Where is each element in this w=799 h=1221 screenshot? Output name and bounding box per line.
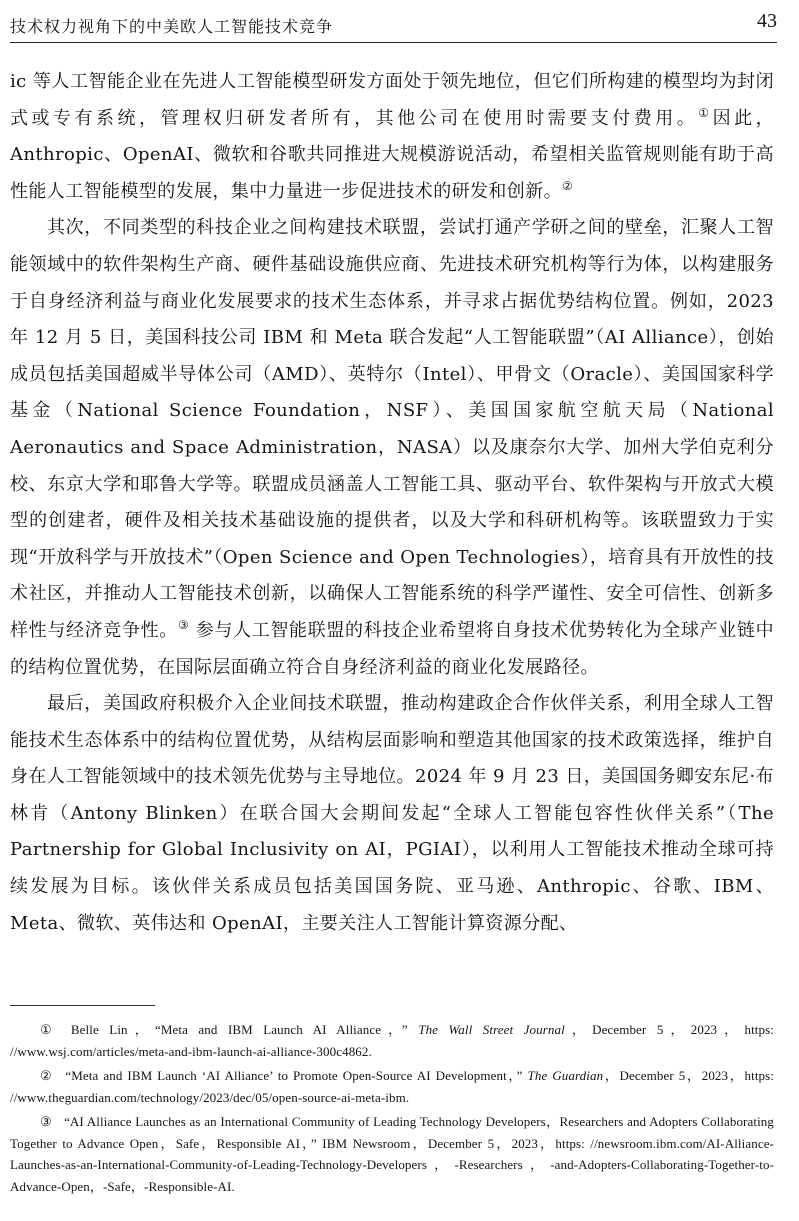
journal-title: The Guardian — [527, 1068, 604, 1083]
footnote-ref-3[interactable]: ③ — [177, 617, 190, 632]
journal-title: The Wall Street Journal — [418, 1022, 565, 1037]
running-title: 技术权力视角下的中美欧人工智能技术竞争 — [10, 17, 334, 36]
footnote-number: ③ — [40, 1114, 53, 1129]
paragraph-text: 因此，Anthropic、OpenAI、微软和谷歌共同推进大规模游说活动，希望相关监管规则能有助于高性能人工智能模型的发展，集中力量进一步促进技术的研发和创新。 — [10, 107, 774, 202]
paragraph-tech-alliance — [10, 210, 774, 686]
footnote-divider — [10, 1005, 155, 1006]
page-header — [10, 8, 777, 43]
footnote-1: ① Belle Lin，“Meta and IBM Launch AI Alliance，” The Wall Street Journal，December 5，2023，https: //www.wsj.com/articles/meta-and-ibm-launch-ai-alliance-300c4862. — [10, 1022, 774, 1059]
paragraph-continuation — [10, 64, 774, 210]
body-text — [10, 64, 774, 942]
paragraph-text: 最后，美国政府积极介入企业间技术联盟，推动构建政企合作伙伴关系，利用全球人工智能技术生态体系中的结构位置优势，从结构层面影响和塑造其他国家的技术政策选择，维护自身在人工智能领域中的技术领先优势与主导地位。2024 年 9 月 23 日，美国国务卿安东尼·布林肯（Antony Blinken）在联合国大会期间发起“全球人工智能包容性伙伴关系”（The Partnership for Global Inclusivity on AI，PGIAI），以利用人工智能技术推动全球可持续发展为目标。该伙伴关系成员包括美国国务院、亚马逊、Anthropic、谷歌、IBM、Meta、微软、英伟达和 OpenAI，主要关注人工智能计算资源分配、 — [10, 693, 774, 934]
footnote-3: ③ “AI Alliance Launches as an International Community of Leading Technology Developers，Researchers and Adopters Collaborating Together to Advance Open，Safe，Responsible AI，” IBM Newsroom，December 5，2023，https: //newsroom.ibm.com/AI-Alliance-Launches-as-an-International-Community-of-Leading-Technology-Developers，-Researchers，-and-Adopters-Collaborating-Together-to-Advance-Open，-Safe，-Responsible-AI. — [10, 1114, 774, 1194]
footnote-number: ① — [40, 1022, 59, 1037]
paragraph-text: ic 等人工智能企业在先进人工智能模型研发方面处于领先地位，但它们所构建的模型均为封闭式或专有系统，管理权归研发者所有，其他公司在使用时需要支付费用。 — [10, 71, 774, 129]
footnote-2: ② “Meta and IBM Launch ‘AI Alliance’ to Promote Open-Source AI Development，” The Guardian，December 5，2023，https: //www.theguardian.com/technology/2023/dec/05/open-source-ai-meta-ibm. — [10, 1068, 775, 1105]
paragraph-text: 其次，不同类型的科技企业之间构建技术联盟，尝试打通产学研之间的壁垒，汇聚人工智能领域中的软件架构生产商、硬件基础设施供应商、先进技术研究机构等行为体，以构建服务于自身经济利益与商业化发展要求的技术生态体系，并寻求占据优势结构位置。例如，2023 年 12 月 5 日，美国科技公司 IBM 和 Meta 联合发起“人工智能联盟”（AI Alliance），创始成员包括美国超威半导体公司（AMD）、英特尔（Intel）、甲骨文（Oracle）、美国国家科学基金（National Science Foundation，NSF）、美国国家航空航天局（National Aeronautics and Space Administration，NASA）以及康奈尔大学、加州大学伯克利分校、东京大学和耶鲁大学等。联盟成员涵盖人工智能工具、驱动平台、软件架构与开放式大模型的创建者，硬件及相关技术基础设施的提供者，以及大学和科研机构等。该联盟致力于实现“开放科学与开放技术”（Open Science and Open Technologies），培育具有开放性的技术社区，并推动人工智能技术创新，以确保人工智能系统的科学严谨性、安全可信性、创新多样性与经济竞争性。 — [10, 217, 774, 641]
footnote-number: ② — [40, 1068, 54, 1083]
footnote-ref-2[interactable]: ② — [562, 178, 574, 193]
paragraph-government-intervention — [10, 686, 774, 942]
footnotes — [10, 1019, 774, 1200]
paragraph-text: 参与人工智能联盟的科技企业希望将自身技术优势转化为全球产业链中的结构位置优势，在国际层面确立符合自身经济利益的商业化发展路径。 — [10, 619, 774, 678]
page-number: 43 — [757, 10, 777, 32]
footnote-ref-1[interactable]: ① — [698, 105, 713, 120]
